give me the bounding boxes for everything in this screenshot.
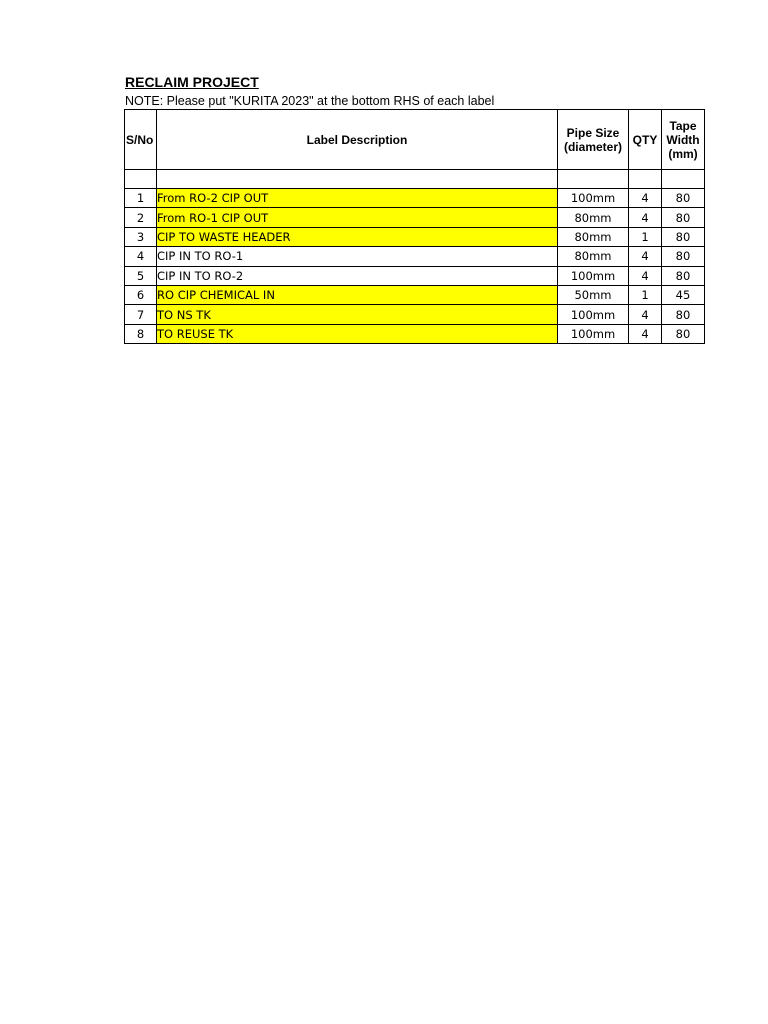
cell-qty: 4 xyxy=(629,247,662,266)
cell-pipe-size: 100mm xyxy=(558,189,629,208)
cell-tape-width: 45 xyxy=(662,285,705,304)
document-title: RECLAIM PROJECT xyxy=(125,74,259,90)
cell-sno: 4 xyxy=(125,247,157,266)
cell-sno: 1 xyxy=(125,189,157,208)
cell-description: CIP TO WASTE HEADER xyxy=(157,227,558,246)
table-row xyxy=(125,189,705,208)
empty-cell xyxy=(662,170,705,189)
cell-tape-width: 80 xyxy=(662,208,705,227)
empty-row xyxy=(125,170,705,189)
cell-tape-width: 80 xyxy=(662,189,705,208)
cell-description: TO REUSE TK xyxy=(157,324,558,343)
cell-pipe-size: 80mm xyxy=(558,247,629,266)
cell-qty: 4 xyxy=(629,305,662,324)
cell-description: CIP IN TO RO-1 xyxy=(157,247,558,266)
cell-tape-width: 80 xyxy=(662,266,705,285)
cell-pipe-size: 100mm xyxy=(558,305,629,324)
empty-cell xyxy=(629,170,662,189)
cell-tape-width: 80 xyxy=(662,227,705,246)
cell-qty: 1 xyxy=(629,227,662,246)
cell-description: From RO-2 CIP OUT xyxy=(157,189,558,208)
header-description: Label Description xyxy=(157,110,558,170)
cell-description: RO CIP CHEMICAL IN xyxy=(157,285,558,304)
table-row xyxy=(125,208,705,227)
table-row xyxy=(125,285,705,304)
header-sno: S/No xyxy=(125,110,157,170)
cell-qty: 4 xyxy=(629,324,662,343)
cell-pipe-size: 80mm xyxy=(558,227,629,246)
header-tape-width: Tape Width (mm) xyxy=(662,110,705,170)
empty-cell xyxy=(157,170,558,189)
table-header-row xyxy=(125,110,705,170)
cell-tape-width: 80 xyxy=(662,324,705,343)
cell-description: CIP IN TO RO-2 xyxy=(157,266,558,285)
table-row xyxy=(125,266,705,285)
cell-sno: 6 xyxy=(125,285,157,304)
label-table xyxy=(124,109,705,344)
cell-tape-width: 80 xyxy=(662,305,705,324)
table-row xyxy=(125,247,705,266)
table-row xyxy=(125,227,705,246)
cell-pipe-size: 80mm xyxy=(558,208,629,227)
cell-qty: 1 xyxy=(629,285,662,304)
cell-description: TO NS TK xyxy=(157,305,558,324)
cell-sno: 3 xyxy=(125,227,157,246)
empty-cell xyxy=(558,170,629,189)
header-pipe-size: Pipe Size (diameter) xyxy=(558,110,629,170)
header-qty: QTY xyxy=(629,110,662,170)
cell-sno: 2 xyxy=(125,208,157,227)
table-row xyxy=(125,324,705,343)
document-note: NOTE: Please put "KURITA 2023" at the bottom RHS of each label xyxy=(125,94,495,108)
cell-qty: 4 xyxy=(629,189,662,208)
cell-description: From RO-1 CIP OUT xyxy=(157,208,558,227)
cell-sno: 8 xyxy=(125,324,157,343)
cell-pipe-size: 100mm xyxy=(558,266,629,285)
cell-qty: 4 xyxy=(629,208,662,227)
cell-pipe-size: 100mm xyxy=(558,324,629,343)
cell-sno: 5 xyxy=(125,266,157,285)
empty-cell xyxy=(125,170,157,189)
cell-tape-width: 80 xyxy=(662,247,705,266)
table-body xyxy=(125,170,705,344)
cell-sno: 7 xyxy=(125,305,157,324)
cell-pipe-size: 50mm xyxy=(558,285,629,304)
table-row xyxy=(125,305,705,324)
cell-qty: 4 xyxy=(629,266,662,285)
